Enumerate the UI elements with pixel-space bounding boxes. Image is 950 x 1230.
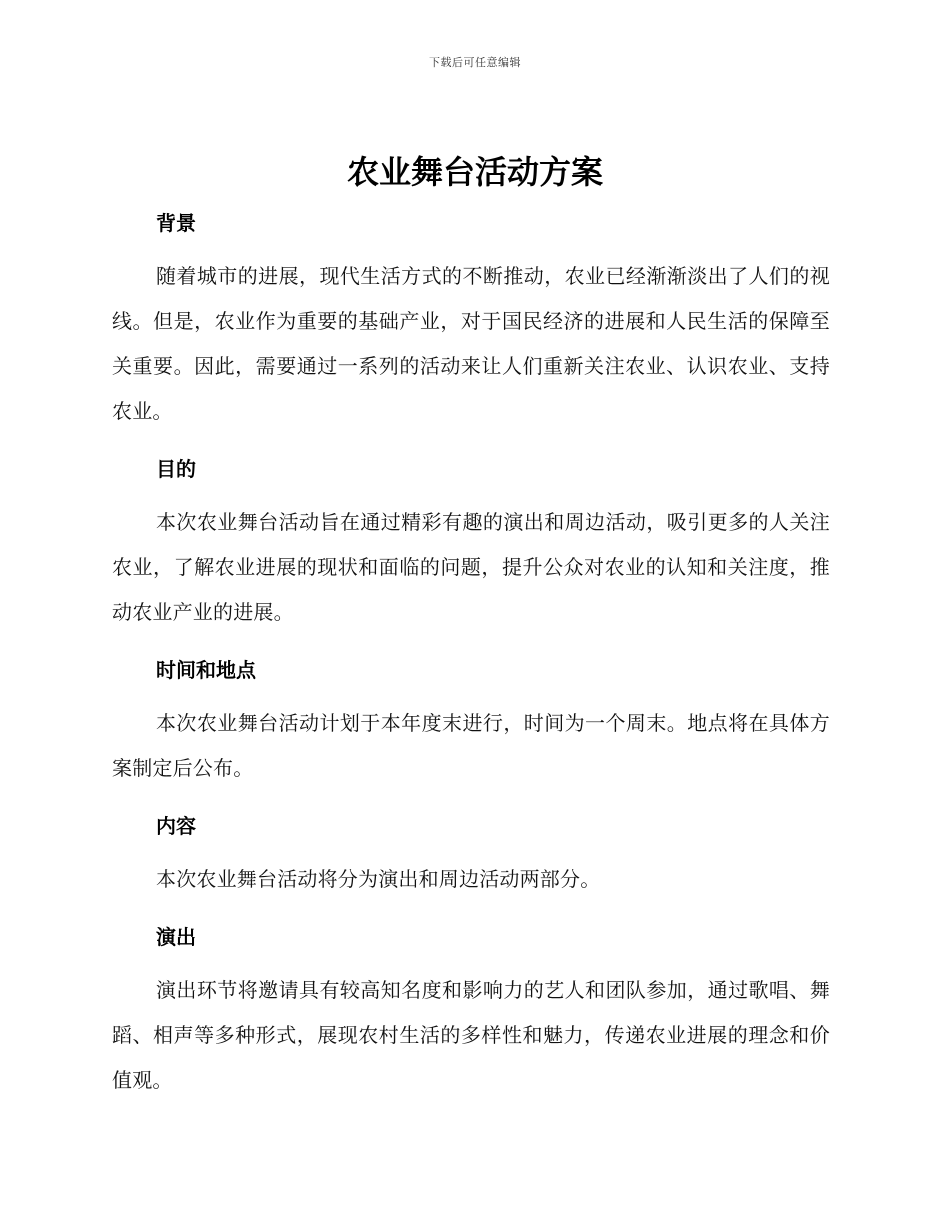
- section-performance: [112, 914, 830, 1103]
- section-time-location: [112, 647, 830, 791]
- section-paragraph: 本次农业舞台活动旨在通过精彩有趣的演出和周边活动，吸引更多的人关注农业，了解农业进展的现状和面临的问题，提升公众对农业的认知和关注度，推动农业产业的进展。: [112, 510, 830, 624]
- section-background: [112, 200, 830, 434]
- document-body: [112, 200, 830, 1115]
- section-heading: 背景: [156, 211, 196, 235]
- section-heading: 内容: [156, 814, 196, 838]
- section-content: [112, 803, 830, 902]
- section-heading: 目的: [156, 457, 196, 481]
- document-title: 农业舞台活动方案: [346, 153, 603, 191]
- section-paragraph: 随着城市的进展，现代生活方式的不断推动，农业已经渐渐淡出了人们的视线。但是，农业作为重要的基础产业，对于国民经济的进展和人民生活的保障至关重要。因此，需要通过一系列的活动来让人们重新关注农业、认识农业、支持农业。: [112, 264, 830, 423]
- section-paragraph: 演出环节将邀请具有较高知名度和影响力的艺人和团队参加，通过歌唱、舞蹈、相声等多种形式，展现农村生活的多样性和魅力，传递农业进展的理念和价值观。: [112, 978, 830, 1092]
- header-note: 下载后可任意编辑: [429, 56, 521, 69]
- section-heading: 演出: [156, 925, 196, 949]
- section-purpose: [112, 446, 830, 635]
- section-heading: 时间和地点: [156, 658, 256, 682]
- section-paragraph: 本次农业舞台活动计划于本年度末进行，时间为一个周末。地点将在具体方案制定后公布。: [112, 711, 830, 780]
- section-paragraph: 本次农业舞台活动将分为演出和周边活动两部分。: [156, 867, 601, 891]
